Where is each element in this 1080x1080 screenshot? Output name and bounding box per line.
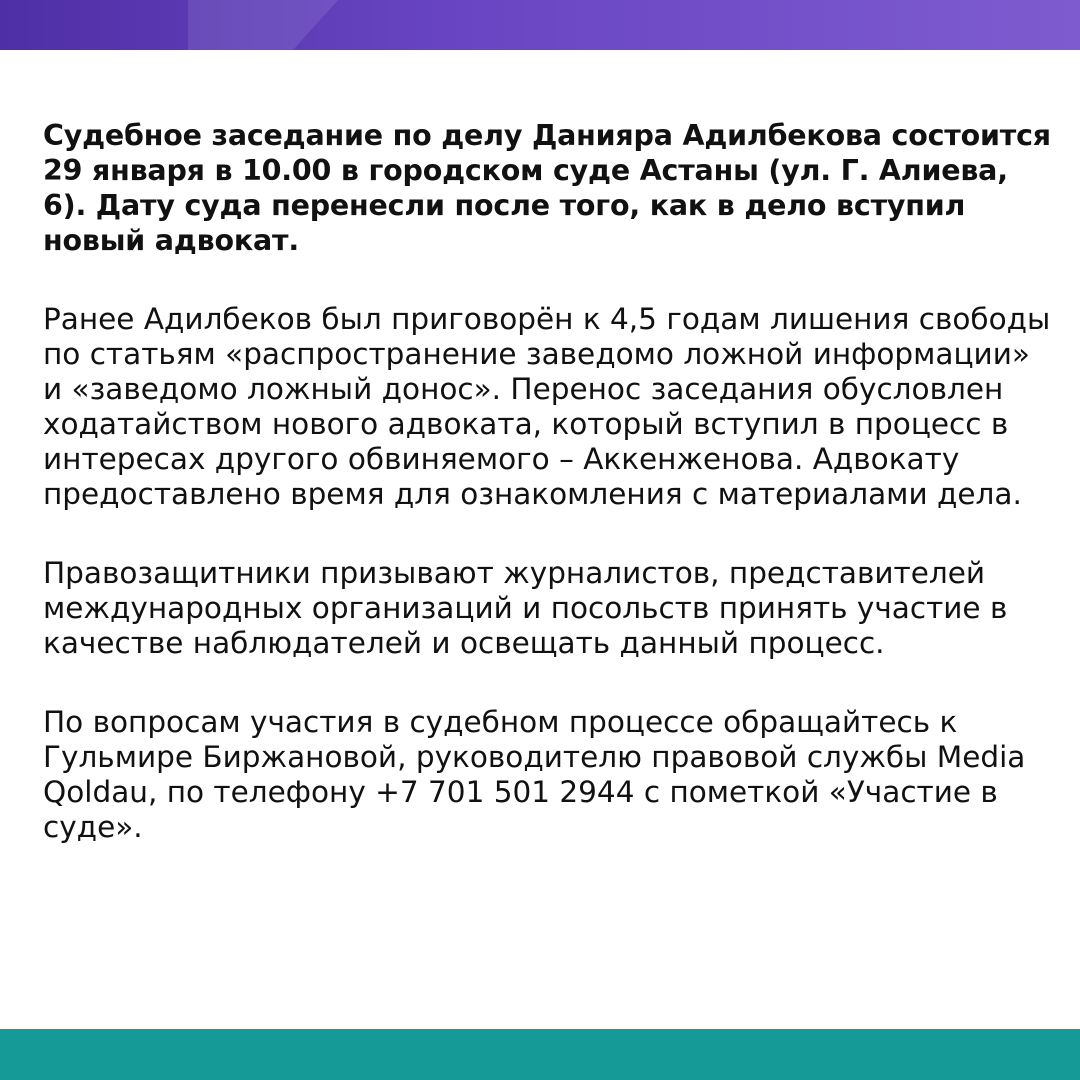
article-paragraph-contact: По вопросам участия в судебном процессе обращайтесь к Гульмире Биржановой, руководителю правовой службы Media Qoldau, по телефону +7 701 501 2944 с пометкой «Участие в суде».	[43, 705, 1026, 844]
article-body	[43, 118, 1053, 889]
bottom-decorative-bar	[0, 1029, 1080, 1080]
article-paragraph-sentence: Ранее Адилбеков был приговорён к 4,5 годам лишения свободы по статьям «распространение заведомо ложной информации» и «заведомо ложный донос». Перенос заседания обусловлен ходатайством нового адвоката, который вступил в процесс в интересах другого обвиняемого – Аккенженова. Адвокату предоставлено время для ознакомления с материалами дела.	[43, 302, 1051, 511]
top-bar-highlight	[188, 0, 338, 50]
top-decorative-bar	[0, 0, 1080, 50]
article-paragraph-call-to-observers: Правозащитники призывают журналистов, представителей международных организаций и посольств принять участие в качестве наблюдателей и освещать данный процесс.	[43, 556, 1008, 660]
article-lead: Судебное заседание по делу Данияра Адилбекова состоится 29 января в 10.00 в городском суде Астаны (ул. Г. Алиева, 6). Дату суда перенесли после того, как в дело вступил новый адвокат.	[43, 119, 1051, 257]
